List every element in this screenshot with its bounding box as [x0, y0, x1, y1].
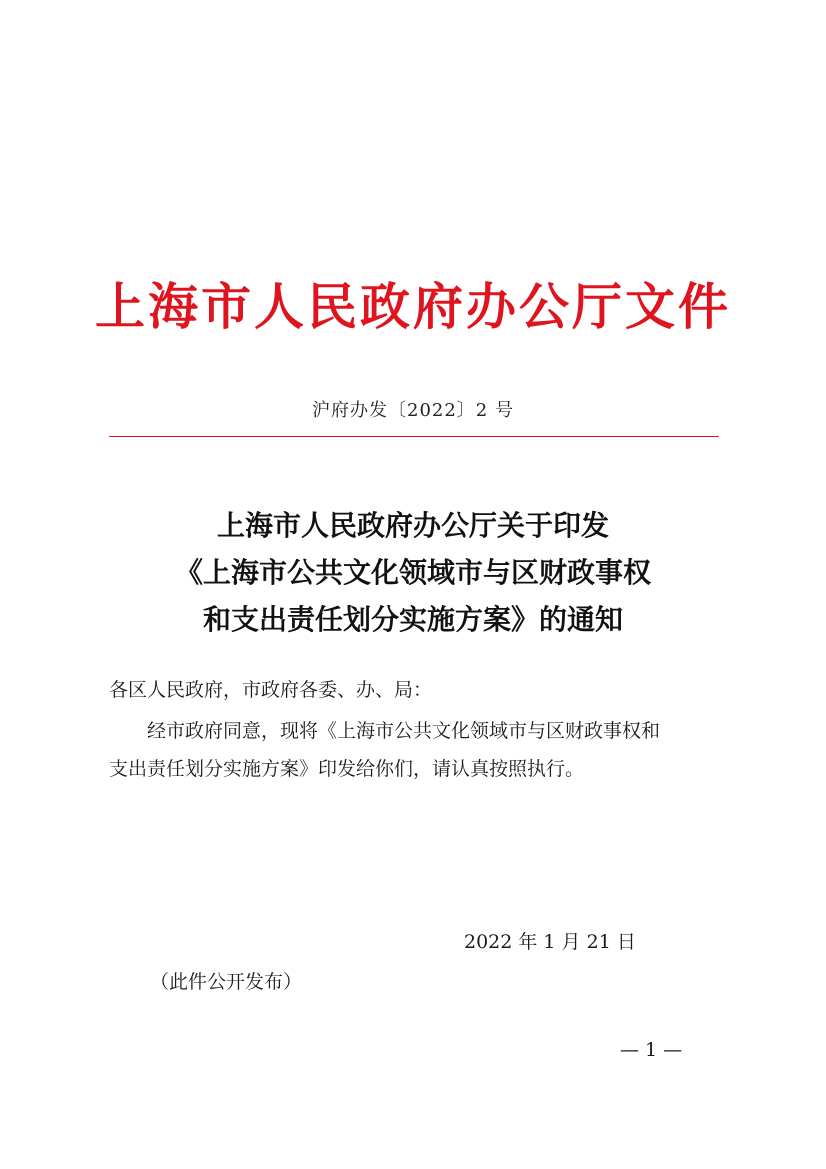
- notice-title-line-3: 和支出责任划分实施方案》的通知: [202, 603, 623, 636]
- body-paragraph: [109, 712, 719, 788]
- red-divider-line: [109, 436, 719, 437]
- signature-date: 2022 年 1 月 21 日: [464, 931, 636, 953]
- body-line-2: 支出责任划分实施方案》印发给你们，请认真按照执行。: [109, 758, 585, 780]
- notice-title: [0, 502, 826, 643]
- document-header-title: 上海市人民政府办公厅文件: [95, 278, 731, 336]
- document-number: 沪府办发〔2022〕2 号: [312, 400, 514, 421]
- addressee: 各区人民政府，市政府各委、办、局：: [109, 679, 433, 701]
- body-line-1: 经市政府同意，现将《上海市公共文化领域市与区财政事权和: [147, 720, 661, 742]
- notice-title-line-1: 上海市人民政府办公厅关于印发: [216, 509, 609, 542]
- page-number: — 1 —: [620, 1039, 683, 1061]
- notice-title-line-2: 《上海市公共文化领域市与区财政事权: [174, 556, 651, 589]
- publish-note: （此件公开发布）: [150, 971, 303, 993]
